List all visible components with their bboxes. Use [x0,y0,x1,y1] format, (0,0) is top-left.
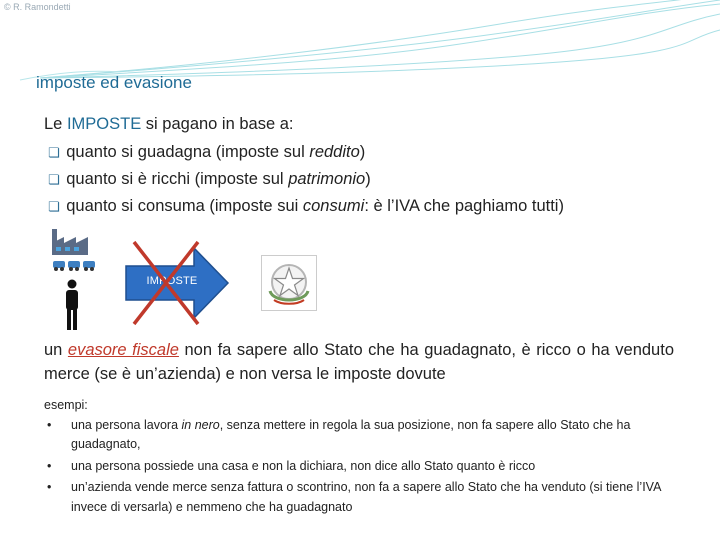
list-item: ❏ quanto si guadagna (imposte sul reddito) [48,143,366,161]
keyword-imposte: IMPOSTE [66,115,142,133]
tax-flow-arrow [124,240,234,326]
evasore-term: evasore fiscale [67,341,179,359]
copyright-note: © R. Ramondetti [4,2,71,12]
intro-prefix: Le [44,115,67,133]
emblem-icon [261,255,317,311]
list-item: • un’azienda vende merce senza fattura o scontrino, non fa a sapere allo Stato che ha venduto (si tiene l’IVA invece di versarla) e nemmeno che ha guadagnato [44,478,680,517]
intro-line [44,112,293,136]
bullet-icon: ❏ [48,145,60,160]
arrow-label: IMPOSTE [146,275,198,287]
bullet-icon: ❏ [48,172,60,187]
tax-basis-list [48,139,564,220]
factory-icon [50,225,98,273]
list-item: • una persona lavora in nero, senza mettere in regola la sua posizione, non fa sapere allo Stato che ha guadagnato, [44,416,680,455]
cross-icon [124,240,234,326]
examples-section [44,396,680,519]
list-item: • una persona possiede una casa e non la dichiara, non dice allo Stato quanto è ricco [44,457,680,477]
list-item: ❏ quanto si consuma (imposte sui consumi: è l’IVA che paghiamo tutti) [48,197,564,215]
header-decoration [0,0,720,110]
person-icon [62,279,82,331]
intro-suffix: si pagano in base a: [141,115,294,133]
slide-title: imposte ed evasione [36,73,192,92]
list-item: ❏ quanto si è ricchi (imposte sul patrimonio) [48,170,371,188]
examples-heading: esempi: [44,398,88,412]
bullet-icon: ❏ [48,199,60,214]
evasore-definition: un evasore fiscale non fa sapere allo Stato che ha guadagnato, è ricco o ha venduto merce (se è un’azienda) e non versa le imposte dovute [44,341,674,383]
examples-list [44,416,680,518]
